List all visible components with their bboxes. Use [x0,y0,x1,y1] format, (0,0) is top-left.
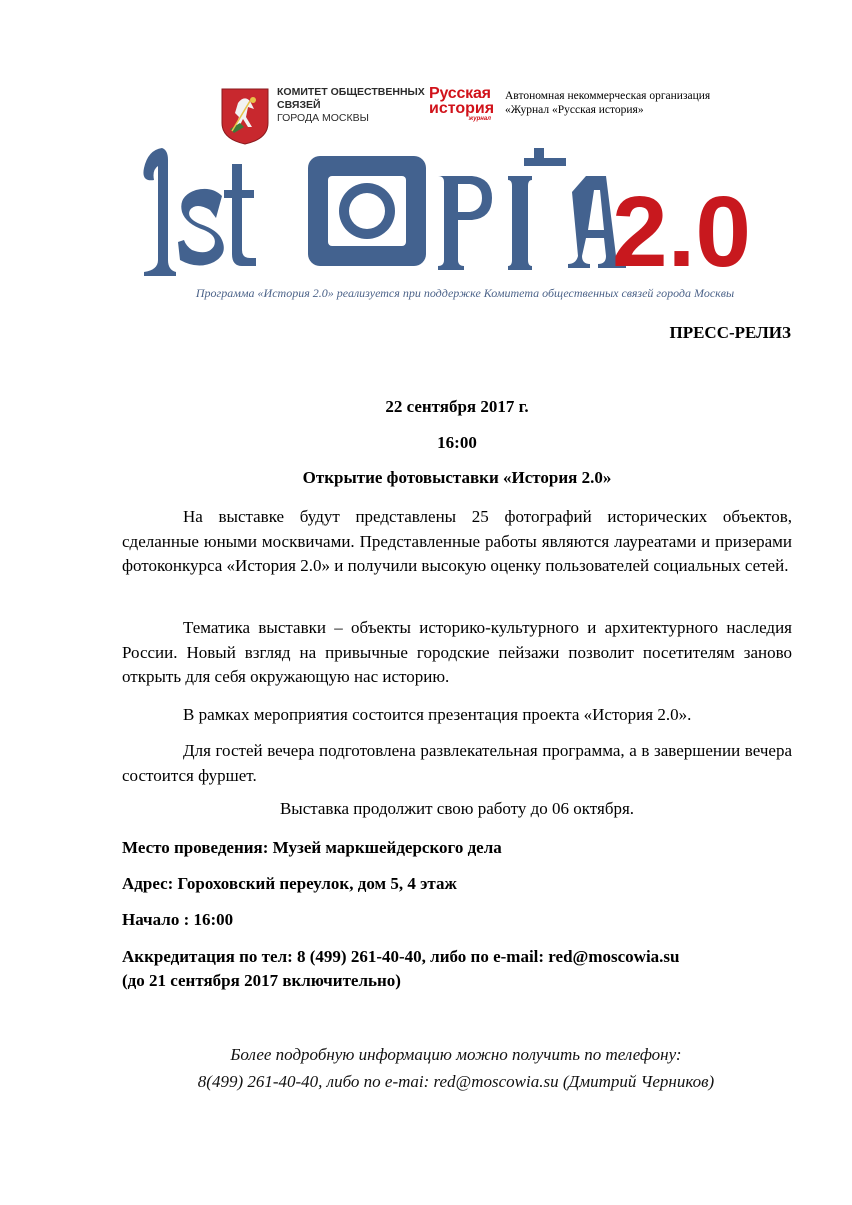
committee-name: КОМИТЕТ ОБЩЕСТВЕННЫХ СВЯЗЕЙ ГОРОДА МОСКВЫ [277,86,425,124]
russkaya-istoriya-logo: Русская история журнал [429,85,495,122]
exhibition-duration: Выставка продолжит свою работу до 06 октября. [279,799,635,818]
logo-version-text: 2.0 [612,176,752,276]
venue-line: Место проведения: Музей маркшейдерского дела [122,838,502,857]
footer-line-1: Более подробную информацию можно получить по телефону: [230,1045,682,1064]
istoria-2-0-logo [140,148,770,276]
contact-footer [80,1041,832,1095]
ano-description: Автономная некоммерческая организация «Журнал «Русская история» [505,90,711,116]
program-tagline: Программа «История 2.0» реализуется при поддержке Комитета общественных связей города Москвы [195,286,735,300]
event-time: 16:00 [437,433,477,452]
footer-line-2: 8(499) 261-40-40, либо по e-mai: red@moscowia.su (Дмитрий Черников) [197,1072,715,1091]
start-time-line: Начало : 16:00 [122,910,234,929]
paragraph-exhibition: На выставке будут представлены 25 фотографий исторических объектов, сделанные юными москвичами. Представленные работы являются лауреатами и призерами фотоконкурса «История 2.0» и получили высокую оценку пользователей социальных сетей. [122,507,792,575]
press-release-label: ПРЕСС-РЕЛИЗ [669,323,791,342]
address-line: Адрес: Гороховский переулок, дом 5, 4 этаж [122,874,457,893]
event-date: 22 сентября 2017 г. [385,397,529,416]
accreditation-line: Аккредитация по тел: 8 (499) 261-40-40, либо по e-mail: red@moscowia.su [122,947,680,966]
paragraph-program: Для гостей вечера подготовлена развлекательная программа, а в завершении вечера состоится фуршет. [122,741,792,785]
paragraph-presentation: В рамках мероприятия состоится презентация проекта «История 2.0». [183,705,692,724]
paragraph-theme: Тематика выставки – объекты историко-культурного и архитектурного наследия России. Новый взгляд на привычные городские пейзажи позволит посетителям заново открыть для себя окружающую нас историю. [122,618,792,686]
accreditation-deadline: (до 21 сентября 2017 включительно) [122,971,401,990]
event-title: Открытие фотовыставки «История 2.0» [302,468,612,487]
moscow-coat-of-arms-icon [220,87,270,145]
